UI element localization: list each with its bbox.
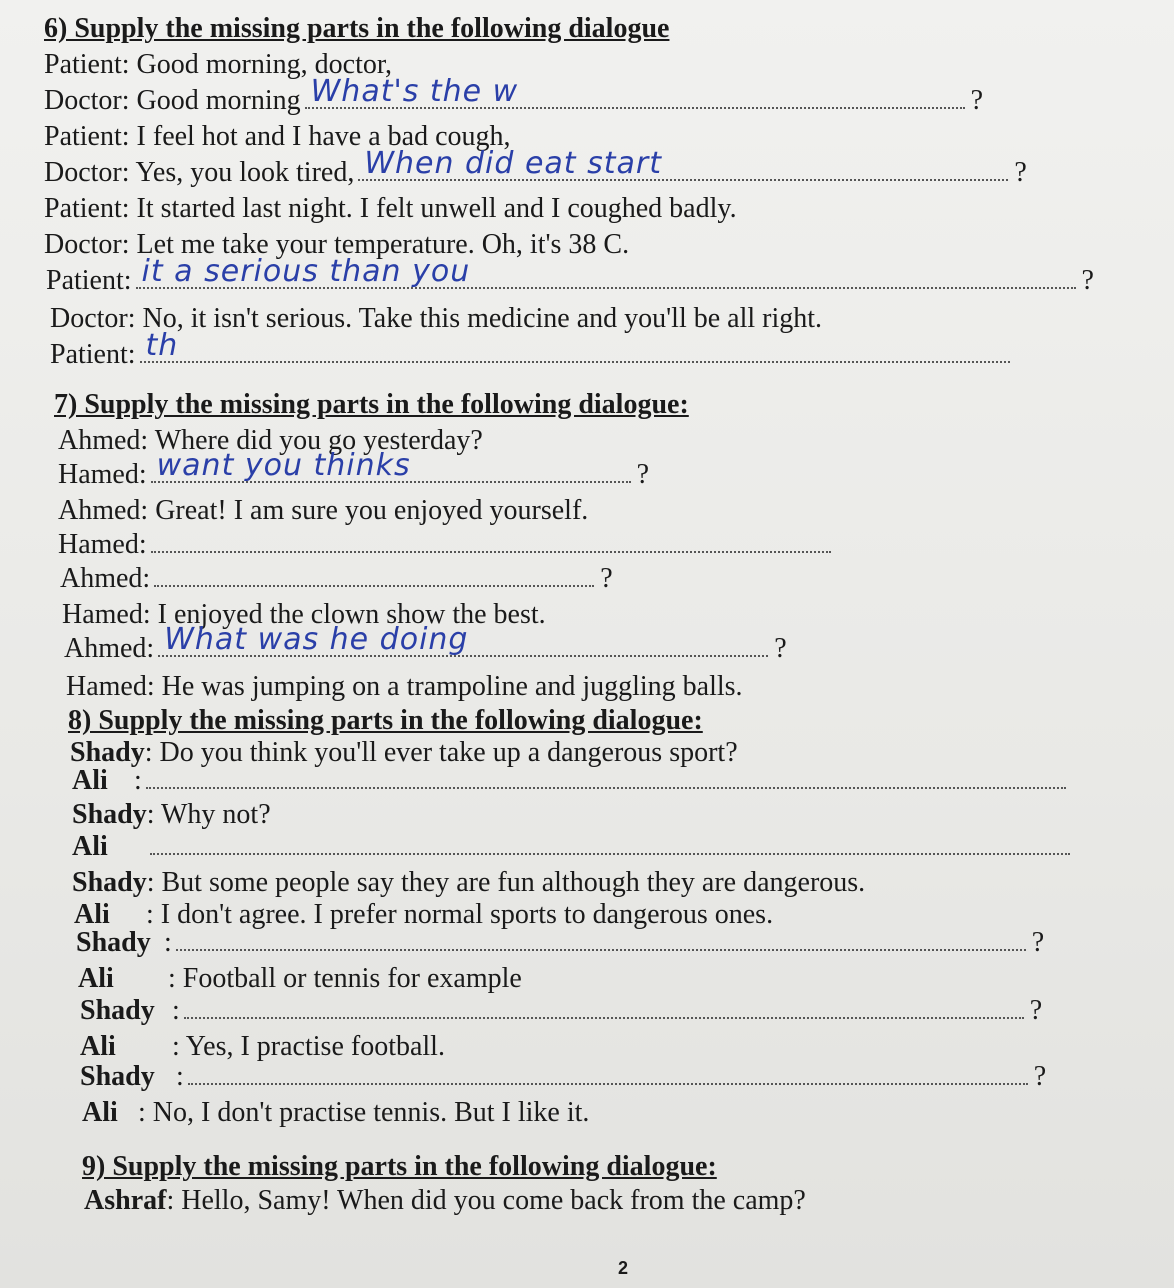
s6-blank-9[interactable] bbox=[140, 328, 1010, 363]
s8-line-10 bbox=[80, 1030, 445, 1064]
s7-line-1: Ahmed: Where did you go yesterday? bbox=[58, 425, 483, 456]
speaker-name: Shady bbox=[80, 1061, 155, 1092]
speaker-name: Ali bbox=[72, 831, 108, 862]
s7-blank-5[interactable] bbox=[154, 563, 594, 587]
s7-line-4 bbox=[58, 528, 835, 562]
speaker-name: Shady bbox=[76, 927, 151, 958]
s8-line-6-text: : I don't agree. I prefer normal sports to dangerous ones. bbox=[146, 899, 774, 930]
s8-line-11-text: : bbox=[176, 1061, 184, 1092]
speaker-name: Shady bbox=[72, 799, 147, 830]
s7-blank-4[interactable] bbox=[151, 529, 831, 553]
question-mark: ? bbox=[1014, 157, 1027, 188]
question-mark: ? bbox=[774, 633, 787, 664]
s6-line-9 bbox=[50, 328, 1014, 372]
s8-line-12 bbox=[82, 1096, 589, 1130]
s6-handwriting-9: th bbox=[145, 328, 179, 363]
s6-line-4-text: Doctor: Yes, you look tired, bbox=[44, 157, 355, 188]
s8-line-1-text: : Do you think you'll ever take up a dangerous sport? bbox=[144, 737, 738, 768]
s6-line-6: Doctor: Let me take your temperature. Oh, it's 38 C. bbox=[44, 229, 630, 260]
s8-blank-7[interactable] bbox=[176, 927, 1026, 951]
section-7-heading: 7) Supply the missing parts in the following dialogue: bbox=[54, 389, 689, 420]
s8-line-10-text: : Yes, I practise football. bbox=[172, 1031, 445, 1062]
s8-line-3 bbox=[72, 798, 271, 832]
s7-line-5-text: Ahmed: bbox=[60, 563, 151, 594]
s6-blank-4[interactable] bbox=[358, 146, 1008, 181]
speaker-name: Ali bbox=[74, 899, 110, 930]
s6-line-3: Patient: I feel hot and I have a bad cough, bbox=[44, 121, 511, 152]
s8-line-11 bbox=[80, 1060, 1046, 1094]
question-mark: ? bbox=[1031, 927, 1045, 958]
speaker-name: Ashraf bbox=[84, 1185, 167, 1216]
speaker-name: Shady bbox=[70, 737, 145, 768]
s7-line-3: Ahmed: Great! I am sure you enjoyed yourself. bbox=[58, 495, 589, 526]
s7-line-4-text: Hamed: bbox=[58, 529, 147, 560]
s8-line-5 bbox=[72, 866, 865, 900]
s8-line-5-text: : But some people say they are fun although they are dangerous. bbox=[146, 867, 866, 898]
question-mark: ? bbox=[600, 563, 613, 594]
s8-line-8-text: : Football or tennis for example bbox=[168, 963, 522, 994]
s6-line-2-text: Doctor: Good morning bbox=[44, 85, 301, 116]
s7-line-7-text: Ahmed: bbox=[64, 633, 155, 664]
s7-line-2-text: Hamed: bbox=[58, 459, 147, 490]
section-6-heading: 6) Supply the missing parts in the following dialogue bbox=[44, 13, 670, 44]
s7-line-2 bbox=[58, 448, 650, 492]
s8-line-3-text: : Why not? bbox=[146, 799, 271, 830]
s6-handwriting-2: What's the w bbox=[310, 74, 519, 109]
s8-line-7 bbox=[76, 926, 1044, 960]
s6-line-7-text: Patient: bbox=[46, 265, 132, 296]
s6-handwriting-7: it a serious than you bbox=[141, 254, 471, 289]
s6-line-2 bbox=[44, 74, 984, 118]
speaker-name: Ali bbox=[72, 765, 108, 796]
s9-line-1-text: : Hello, Samy! When did you come back from the camp? bbox=[166, 1185, 806, 1216]
s6-blank-7[interactable] bbox=[136, 254, 1076, 289]
speaker-name: Ali bbox=[78, 963, 114, 994]
s6-line-4 bbox=[44, 146, 1027, 190]
s8-line-2 bbox=[72, 764, 1070, 798]
speaker-name: Ali bbox=[82, 1097, 118, 1128]
s8-line-12-text: : No, I don't practise tennis. But I like it. bbox=[138, 1097, 590, 1128]
s7-line-6: Hamed: I enjoyed the clown show the best. bbox=[62, 599, 546, 630]
s6-line-8: Doctor: No, it isn't serious. Take this medicine and you'll be all right. bbox=[50, 303, 823, 334]
s7-line-7 bbox=[64, 622, 787, 666]
section-9-heading: 9) Supply the missing parts in the following dialogue: bbox=[82, 1151, 717, 1182]
s7-handwriting-2: want you thinks bbox=[156, 448, 411, 483]
s7-blank-7[interactable] bbox=[158, 622, 768, 657]
speaker-name: Shady bbox=[80, 995, 155, 1026]
section-8-heading: 8) Supply the missing parts in the following dialogue: bbox=[68, 705, 703, 736]
s8-blank-11[interactable] bbox=[188, 1061, 1028, 1085]
speaker-name: Shady bbox=[72, 867, 147, 898]
speaker-name: Ali bbox=[80, 1031, 116, 1062]
s6-line-7 bbox=[46, 254, 1094, 298]
s7-blank-2[interactable] bbox=[151, 448, 631, 483]
s8-blank-2[interactable] bbox=[146, 765, 1066, 789]
s6-line-5: Patient: It started last night. I felt unwell and I coughed badly. bbox=[44, 193, 737, 224]
s8-blank-9[interactable] bbox=[184, 995, 1024, 1019]
s6-line-1: Patient: Good morning, doctor, bbox=[44, 49, 393, 80]
s8-line-9 bbox=[80, 994, 1042, 1028]
s6-blank-2[interactable] bbox=[305, 74, 965, 109]
question-mark: ? bbox=[1081, 265, 1094, 296]
s8-line-8 bbox=[78, 962, 522, 996]
s9-line-1 bbox=[84, 1184, 806, 1218]
s8-line-7-text: : bbox=[164, 927, 172, 958]
s6-handwriting-4: When did eat start bbox=[364, 146, 662, 181]
s8-blank-4[interactable] bbox=[150, 831, 1070, 855]
question-mark: ? bbox=[1029, 995, 1043, 1026]
s7-handwriting-7: What was he doing bbox=[164, 622, 469, 657]
question-mark: ? bbox=[1033, 1061, 1047, 1092]
s8-line-9-text: : bbox=[172, 995, 180, 1026]
question-mark: ? bbox=[636, 459, 650, 490]
s8-line-2-text: : bbox=[134, 765, 142, 796]
s7-line-5 bbox=[60, 562, 613, 596]
page-number: 2 bbox=[618, 1258, 629, 1278]
s8-line-4 bbox=[72, 830, 1074, 864]
s6-line-9-text: Patient: bbox=[50, 339, 136, 370]
s7-line-8: Hamed: He was jumping on a trampoline and juggling balls. bbox=[66, 671, 743, 702]
question-mark: ? bbox=[970, 85, 984, 116]
